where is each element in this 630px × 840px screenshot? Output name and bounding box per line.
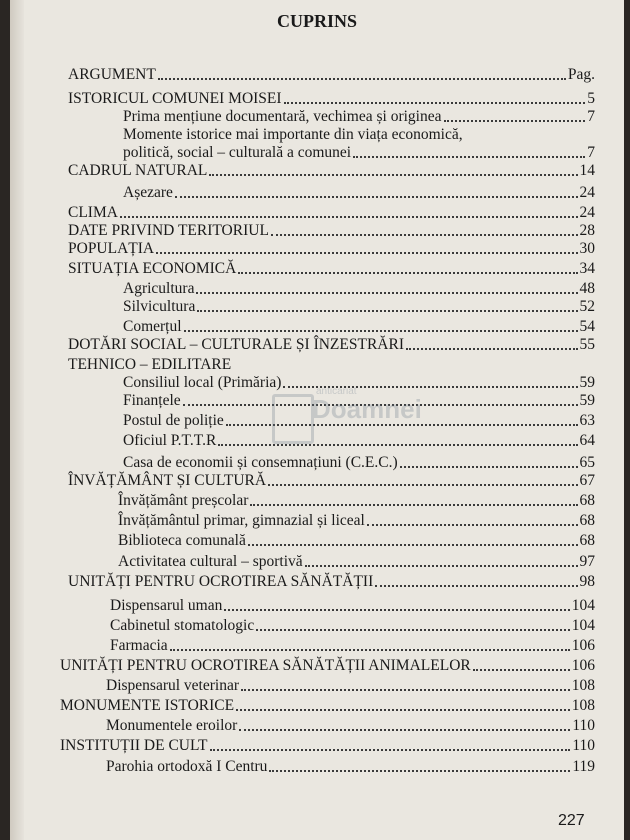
book-page xyxy=(10,0,624,840)
toc-entry: Activitatea cultural – sportivă 97 xyxy=(118,553,595,570)
toc-entry: ARGUMENT Pag. xyxy=(68,66,595,83)
toc-entry: Silvicultura 52 xyxy=(123,298,595,315)
toc-entry: Agricultura 48 xyxy=(123,280,595,297)
toc-entry: UNITĂȚI PENTRU OCROTIREA SĂNĂTĂȚII ANIMALELOR 106 xyxy=(60,657,595,674)
toc-entry: Casa de economii și consemnațiuni (C.E.C.) 65 xyxy=(123,454,595,471)
toc-entry: Parohia ortodoxă I Centru 119 xyxy=(106,758,595,775)
page-number: 227 xyxy=(558,812,585,829)
toc-entry: Dispensarul uman 104 xyxy=(110,597,595,614)
toc-entry: POPULAȚIA 30 xyxy=(68,240,595,257)
toc-entry: Comerțul 54 xyxy=(123,318,595,335)
toc-entry: Dispensarul veterinar 108 xyxy=(106,677,595,694)
toc-entry: politică, social – culturală a comunei 7 xyxy=(123,144,595,161)
toc-entry: Așezare 24 xyxy=(123,184,595,201)
toc-entry: Cabinetul stomatologic 104 xyxy=(110,617,595,634)
toc-entry: MONUMENTE ISTORICE 108 xyxy=(60,697,595,714)
toc-entry: CADRUL NATURAL 14 xyxy=(68,162,595,179)
toc-entry: Biblioteca comunală 68 xyxy=(118,532,595,549)
toc-entry: UNITĂȚI PENTRU OCROTIREA SĂNĂTĂȚII 98 xyxy=(68,573,595,590)
toc-entry: DOTĂRI SOCIAL – CULTURALE ȘI ÎNZESTRĂRI 55 xyxy=(68,336,595,353)
watermark-logo: anticariat Doamnei xyxy=(272,382,412,442)
toc-entry: CLIMA 24 xyxy=(68,204,595,221)
toc-entry: Postul de poliție 63 xyxy=(123,412,595,429)
toc-entry-line: Momente istorice mai importante din viața economică, xyxy=(123,126,463,143)
toc-entry: ISTORICUL COMUNEI MOISEI 5 xyxy=(68,90,595,107)
toc-entry: ÎNVĂȚĂMÂNT ȘI CULTURĂ 67 xyxy=(68,472,595,489)
toc-entry-line: TEHNICO – EDILITARE xyxy=(68,356,232,373)
toc-entry: Oficiul P.T.T.R 64 xyxy=(123,432,595,449)
toc-entry: DATE PRIVIND TERITORIUL 28 xyxy=(68,222,595,239)
toc-entry: Farmacia 106 xyxy=(110,637,595,654)
toc-entry: Prima mențiune documentară, vechimea și originea 7 xyxy=(123,108,595,125)
toc-entry: SITUAȚIA ECONOMICĂ 34 xyxy=(68,260,595,277)
toc-entry: INSTITUȚII DE CULT 110 xyxy=(60,737,595,754)
toc-entry: Finanțele 59 xyxy=(123,392,595,409)
toc-entry: Învățământul primar, gimnazial și liceal 68 xyxy=(118,512,595,529)
watermark-book-icon xyxy=(272,394,314,444)
toc-entry: Învățământ preșcolar 68 xyxy=(118,492,595,509)
page-title: CUPRINS xyxy=(276,11,357,31)
toc-entry: Consiliul local (Primăria) 59 xyxy=(123,374,595,391)
toc-entry: Monumentele eroilor 110 xyxy=(106,717,595,734)
